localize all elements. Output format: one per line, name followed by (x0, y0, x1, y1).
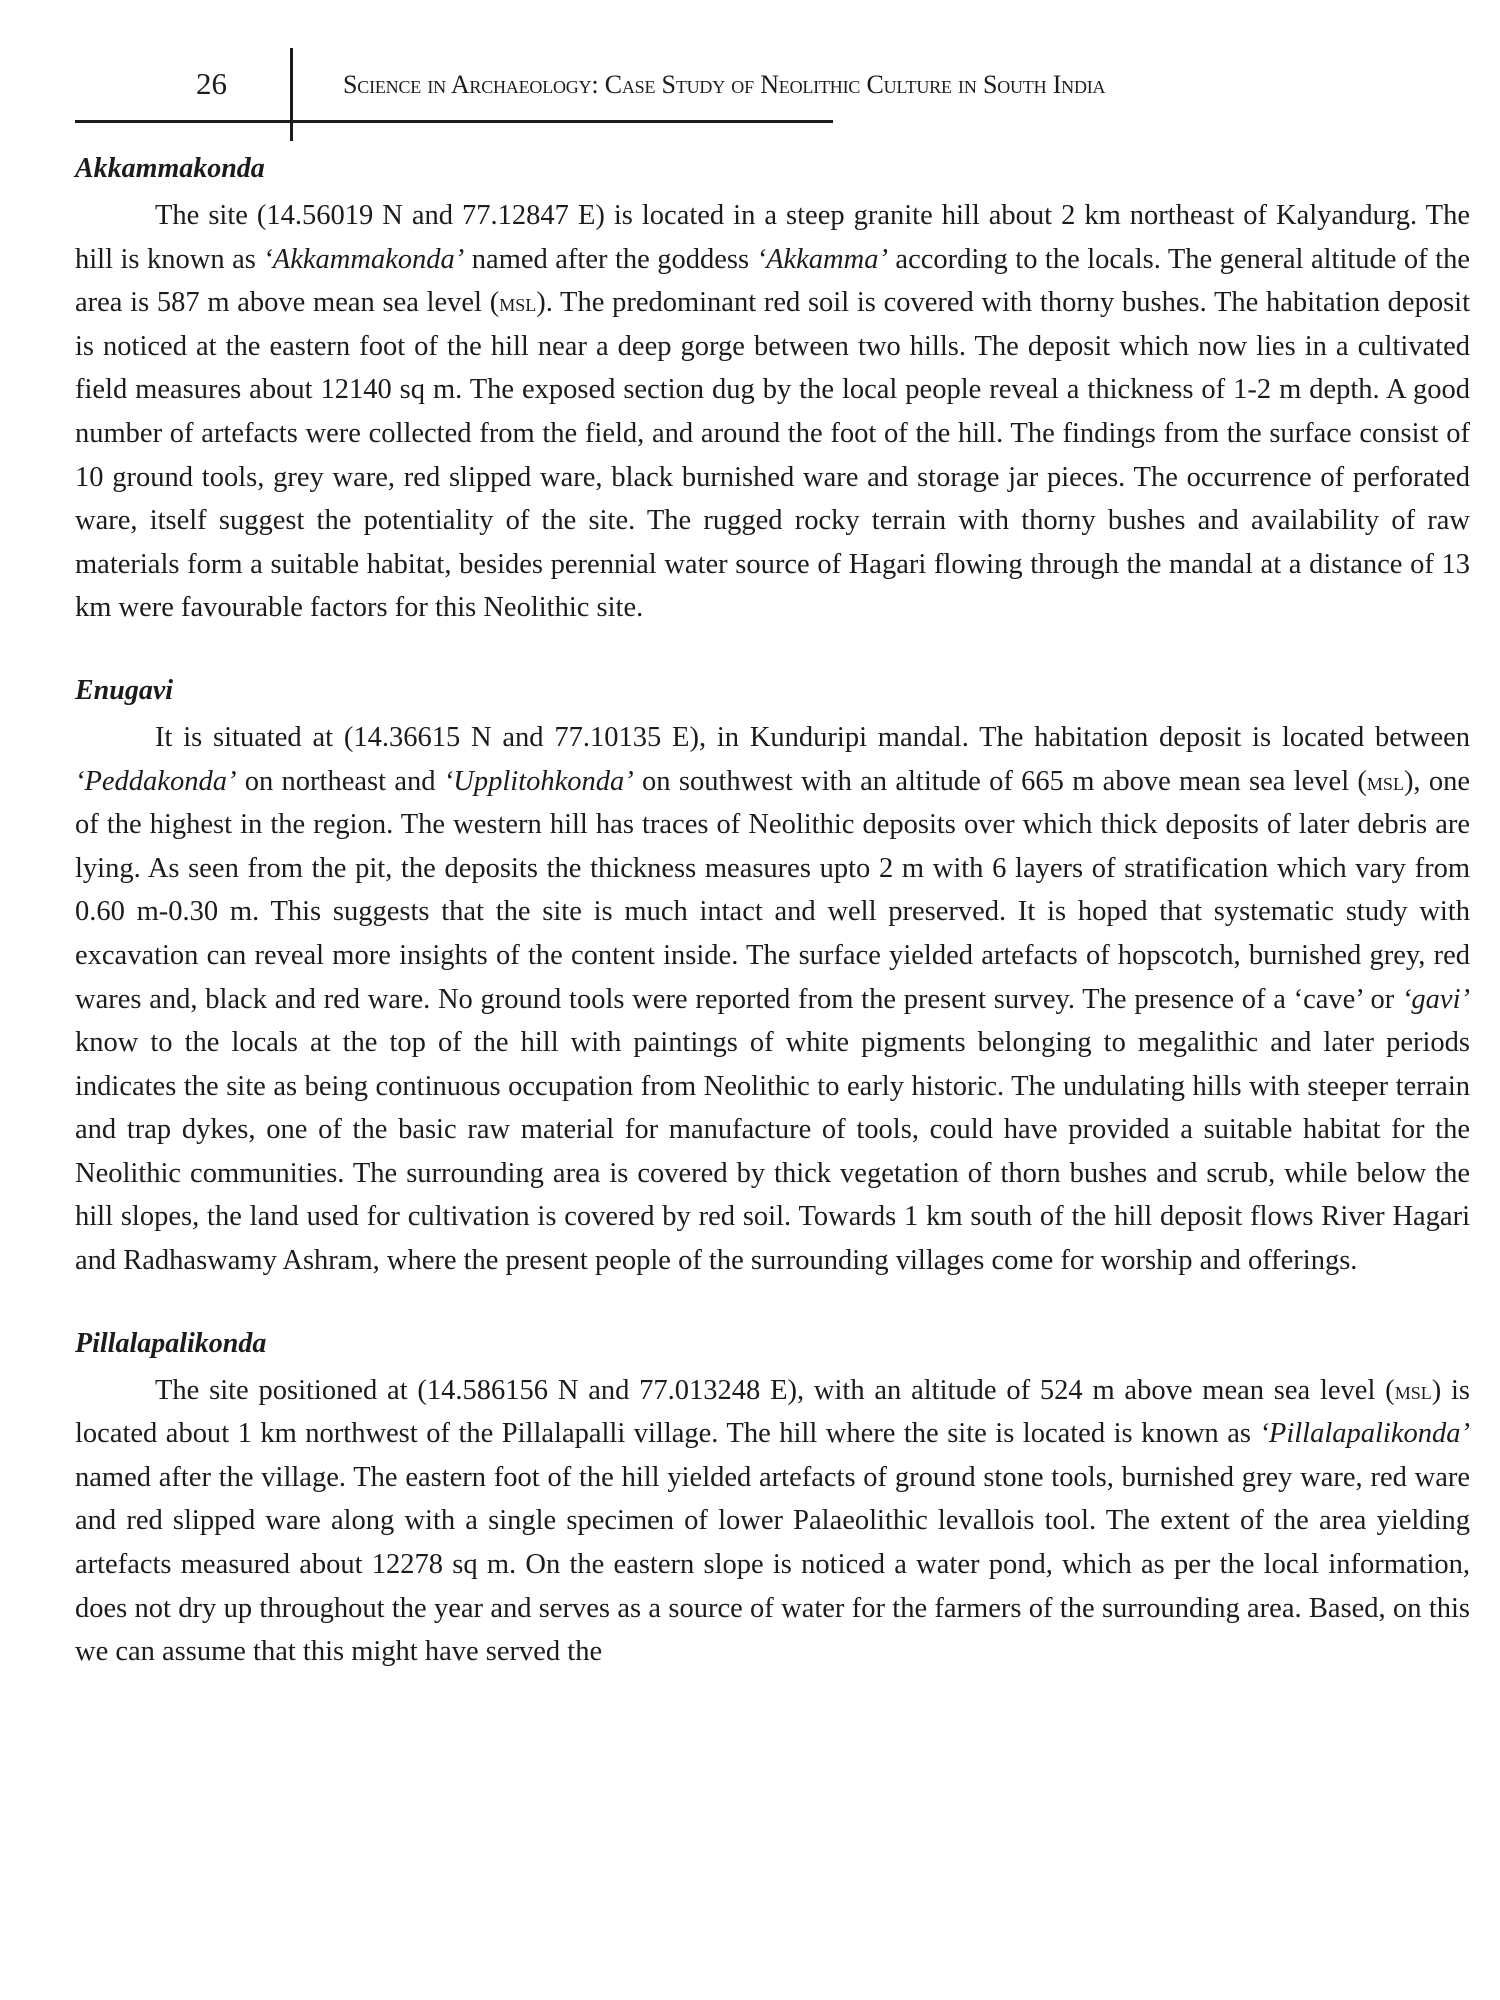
section-paragraph (75, 716, 1470, 1283)
italic-term: ‘Akkamma’ (756, 243, 888, 275)
italic-term: ‘Pillalapalikonda’ (1259, 1418, 1470, 1450)
italic-term: ‘Peddakonda’ (75, 765, 237, 797)
text-run: ), one of the highest in the region. The western hill has traces of Neolithic deposits over which thick deposits of later debris are lying. As seen from the pit, the deposits the thickness measures upto 2 m with 6 layers of stratification which vary from 0.60 m-0.30 m. This suggests that the site is much intact and well preserved. It is hoped that systematic study with excavation can reveal more insights of the content inside. The surface yielded artefacts of hopscotch, burnished grey, red wares and, black and red ware. No ground tools were reported from the present survey. The presence of a ‘cave’ or (75, 765, 1471, 1015)
text-run: ). The predominant red soil is covered with thorny bushes. The habitation deposit is noticed at the eastern foot of the hill near a deep gorge between two hills. The deposit which now lies in a cultivated field measures about 12140 sq m. The exposed section dug by the local people reveal a thickness of 1-2 m depth. A good number of artefacts were collected from the field, and around the foot of the hill. The findings from the surface consist of 10 ground tools, grey ware, red slipped ware, black burnished ware and storage jar pieces. The occurrence of perforated ware, itself suggest the potentiality of the site. The rugged rocky terrain with thorny bushes and availability of raw materials form a suitable habitat, besides perennial water source of Hagari flowing through the mandal at a distance of 13 km were favourable factors for this Neolithic site. (75, 287, 1470, 624)
italic-term: ‘Akkammakonda’ (263, 243, 465, 275)
text-run: according to the locals. The general altitude of the area is 587 m above mean sea level ( (75, 243, 1470, 319)
section-akkammakonda (75, 150, 1470, 630)
text-run: The site positioned at (14.586156 N and 77.013248 E), with an altitude of 524 m above mean sea level ( (155, 1374, 1395, 1406)
section-heading: Pillalapalikonda (75, 1327, 267, 1359)
page-number: 26 (196, 66, 227, 101)
text-run: on southwest with an altitude of 665 m above mean sea level ( (633, 765, 1367, 797)
section-paragraph (75, 1369, 1470, 1674)
italic-term: ‘gavi’ (1401, 983, 1470, 1015)
running-title: Science in Archaeology: Case Study of Neolithic Culture in South India (343, 70, 1106, 99)
text-run: The site (14.56019 N and 77.12847 E) is located in a steep granite hill about 2 km northeast of Kalyandurg. The hill is known as (75, 200, 1470, 275)
abbreviation: msl (1394, 1375, 1432, 1405)
text-run: named after the village. The eastern foot of the hill yielded artefacts of ground stone tools, burnished grey ware, red ware and red slipped ware along with a single specimen of lower Palaeolithic levallois tool. The extent of the area yielding artefacts measured about 12278 sq m. On the eastern slope is noticed a water pond, which as per the local information, does not dry up throughout the year and serves as a source of water for the farmers of the surrounding area. Based, on this we can assume that this might have served the (75, 1461, 1470, 1668)
section-heading: Akkammakonda (75, 153, 265, 184)
abbreviation: msl (499, 288, 537, 318)
section-pillalapalikonda (75, 1325, 1470, 1674)
section-enugavi (75, 672, 1470, 1283)
abbreviation: msl (1366, 766, 1404, 796)
section-heading: Enugavi (75, 674, 174, 706)
section-paragraph (75, 194, 1470, 630)
running-header (0, 0, 1500, 150)
page-body (75, 150, 1470, 1674)
text-run: on northeast and (236, 765, 444, 797)
text-run: named after the goddess (464, 243, 757, 275)
header-vertical-rule (290, 48, 293, 141)
italic-term: ‘Upplitohkonda’ (443, 765, 634, 797)
text-run: ) is located about 1 km northwest of the Pillalapalli village. The hill where the site is located is known as (75, 1374, 1471, 1450)
text-run: know to the locals at the top of the hill with paintings of white pigments belonging to megalithic and later periods indicates the site as being continuous occupation from Neolithic to early historic. The undulating hills with steeper terrain and trap dykes, one of the basic raw material for manufacture of tools, could have provided a suitable habitat for the Neolithic communities. The surrounding area is covered by thick vegetation of thorn bushes and scrub, while below the hill slopes, the land used for cultivation is covered by red soil. Towards 1 km south of the hill deposit flows River Hagari and Radhaswamy Ashram, where the present people of the surrounding villages come for worship and offerings. (75, 1027, 1470, 1277)
header-horizontal-rule (75, 120, 833, 123)
text-run: It is situated at (14.36615 N and 77.10135 E), in Kunduripi mandal. The habitation deposit is located between (155, 721, 1470, 753)
